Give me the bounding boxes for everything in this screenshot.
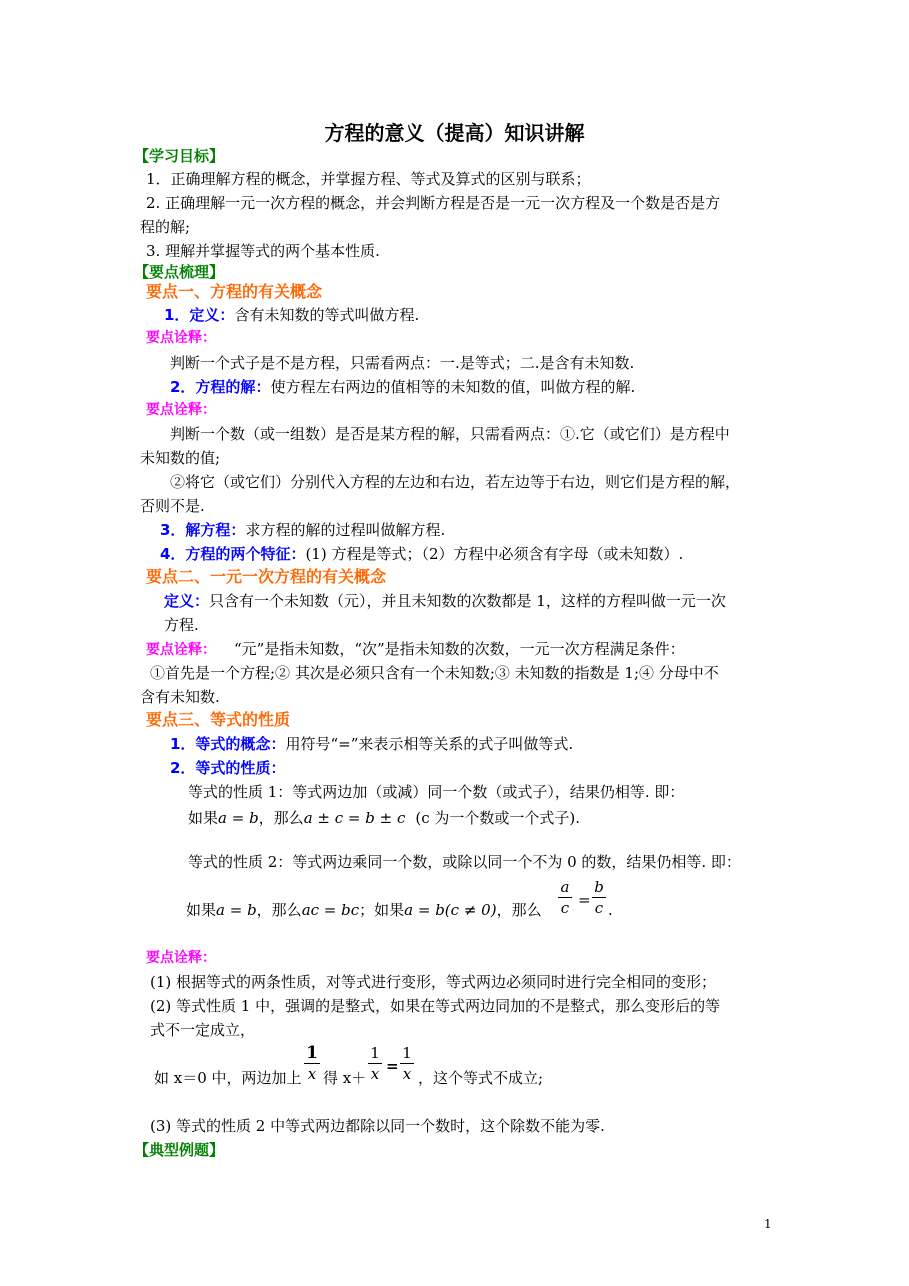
point-1-heading: 要点一、方程的有关概念 bbox=[146, 282, 323, 301]
goal-3: 3. 理解并掌握等式的两个基本性质. bbox=[146, 242, 380, 260]
formula-add-c: a ± c = b ± c bbox=[303, 809, 406, 827]
fraction-equals: = bbox=[578, 891, 591, 909]
fraction-one-over-x-1: 1 x bbox=[304, 1044, 320, 1083]
solve-label: 3．解方程： bbox=[160, 521, 246, 539]
p2-definition-line bbox=[164, 591, 726, 611]
note-label-2: 要点诠释： bbox=[146, 402, 216, 418]
equality-concept-text: 用符号“=”来表示相等关系的式子叫做等式. bbox=[285, 735, 574, 753]
point-3-heading: 要点三、等式的性质 bbox=[146, 710, 291, 729]
solution-line bbox=[170, 377, 635, 397]
p2-definition-text: 只含有一个未知数（元），并且未知数的次数都是 1，这样的方程叫做一元一次 bbox=[209, 592, 726, 610]
example-mid: 得 x＋ bbox=[323, 1069, 367, 1087]
if-text-2: 如果 bbox=[186, 901, 217, 919]
definition-label: 1．定义： bbox=[164, 306, 235, 324]
goal-1: 1．正确理解方程的概念，并掌握方程、等式及算式的区别与联系； bbox=[146, 170, 591, 188]
property-1-text: 等式的性质 1：等式两边加（或减）同一个数（或式子），结果仍相等. 即： bbox=[188, 783, 685, 801]
equality-concept-label: 1．等式的概念： bbox=[170, 735, 286, 753]
example-equals: = bbox=[386, 1057, 399, 1075]
p2-definition-label: 定义： bbox=[164, 592, 210, 610]
then-text: ，那么 bbox=[258, 809, 304, 827]
definition-text: 含有未知数的等式叫做方程. bbox=[234, 306, 420, 324]
note-4-line-3: (3) 等式的性质 2 中等式两边都除以同一个数时，这个除数不能为零. bbox=[150, 1117, 605, 1135]
property-2-text: 等式的性质 2：等式两边乘同一个数，或除以同一个不为 0 的数，结果仍相等. 即： bbox=[188, 853, 741, 871]
solution-text: 使方程左右两边的值相等的未知数的值，叫做方程的解. bbox=[270, 378, 636, 396]
property-2-formula bbox=[186, 900, 542, 920]
note-4-line-2-cont: 式不一定成立， bbox=[150, 1021, 256, 1039]
property-1-formula bbox=[188, 808, 580, 828]
note-2-line-1: 判断一个数（或一组数）是否是某方程的解，只需看两点：①.它（或它们）是方程中 bbox=[170, 425, 730, 443]
goal-2-cont: 程的解; bbox=[140, 218, 191, 236]
solution-label: 2．方程的解： bbox=[170, 378, 271, 396]
fraction-one-over-x-3: 1 x bbox=[400, 1044, 414, 1083]
fraction-one-over-x-2: 1 x bbox=[368, 1044, 382, 1083]
page-title: 方程的意义（提高）知识讲解 bbox=[324, 121, 585, 145]
formula-a-eq-b-2: a = b bbox=[216, 901, 257, 919]
features-label: 4．方程的两个特征： bbox=[160, 545, 306, 563]
equality-properties-label: 2．等式的性质： bbox=[170, 759, 286, 777]
then-text-3: ，那么 bbox=[496, 901, 542, 919]
examples-heading: 【典型例题】 bbox=[134, 1141, 225, 1159]
features-text: (1) 方程是等式；（2）方程中必须含有字母（或未知数）. bbox=[305, 545, 684, 563]
note-3-line bbox=[146, 639, 685, 660]
p2-definition-cont: 方程. bbox=[164, 616, 199, 634]
note-2-line-2: 未知数的值; bbox=[140, 449, 221, 467]
if-text: 如果 bbox=[188, 809, 219, 827]
note-2-line-3: ②将它（或它们）分别代入方程的左边和右边，若左边等于右边，则它们是方程的解， bbox=[170, 473, 741, 491]
property-1-note: (c 为一个数或一个式子). bbox=[415, 809, 581, 827]
point-2-heading: 要点二、一元一次方程的有关概念 bbox=[146, 567, 387, 586]
points-heading: 【要点梳理】 bbox=[134, 263, 225, 281]
formula-end: . bbox=[608, 901, 613, 919]
equality-concept-line bbox=[170, 734, 573, 754]
example-suffix: ，这个等式不成立; bbox=[418, 1069, 544, 1087]
note-4-line-1: (1) 根据等式的两条性质，对等式进行变形，等式两边必须同时进行完全相同的变形； bbox=[150, 973, 717, 991]
solve-text: 求方程的解的过程叫做解方程. bbox=[245, 521, 446, 539]
note-label-1: 要点诠释： bbox=[146, 330, 216, 346]
fraction-a-over-c: a c bbox=[558, 878, 572, 917]
features-line bbox=[160, 544, 683, 564]
note-label-4: 要点诠释： bbox=[146, 950, 216, 966]
note-1-text: 判断一个式子是不是方程，只需看两点：一.是等式；二.是含有未知数. bbox=[170, 354, 635, 372]
solve-line bbox=[160, 520, 445, 540]
note-2-line-4: 否则不是. bbox=[140, 497, 205, 515]
goals-heading: 【学习目标】 bbox=[134, 147, 225, 165]
if-text-3: ；如果 bbox=[359, 901, 405, 919]
definition-line bbox=[164, 305, 419, 325]
note-4-line-2: (2) 等式性质 1 中，强调的是整式，如果在等式两边同加的不是整式，那么变形后的等 bbox=[150, 997, 721, 1015]
formula-ac-eq-bc: ac = bc bbox=[301, 901, 360, 919]
note-label-3: 要点诠释： bbox=[146, 642, 216, 658]
goal-2: 2. 正确理解一元一次方程的概念，并会判断方程是否是一元一次方程及一个数是否是方 bbox=[146, 194, 721, 212]
then-text-2: ，那么 bbox=[256, 901, 302, 919]
page-number: 1 bbox=[764, 1217, 772, 1231]
note-3-line-2: ①首先是一个方程;② 其次是必须只含有一个未知数;③ 未知数的指数是 1;④ 分母中不 bbox=[150, 664, 719, 682]
fraction-b-over-c: b c bbox=[592, 878, 606, 917]
example-prefix: 如 x＝0 中，两边加上 bbox=[154, 1069, 302, 1087]
formula-c-nonzero: a = b(c ≠ 0) bbox=[404, 901, 497, 919]
note-3-text: “元”是指未知数，“次”是指未知数的次数，一元一次方程满足条件： bbox=[234, 640, 685, 658]
formula-a-eq-b: a = b bbox=[218, 809, 259, 827]
note-3-line-3: 含有未知数. bbox=[140, 688, 220, 706]
